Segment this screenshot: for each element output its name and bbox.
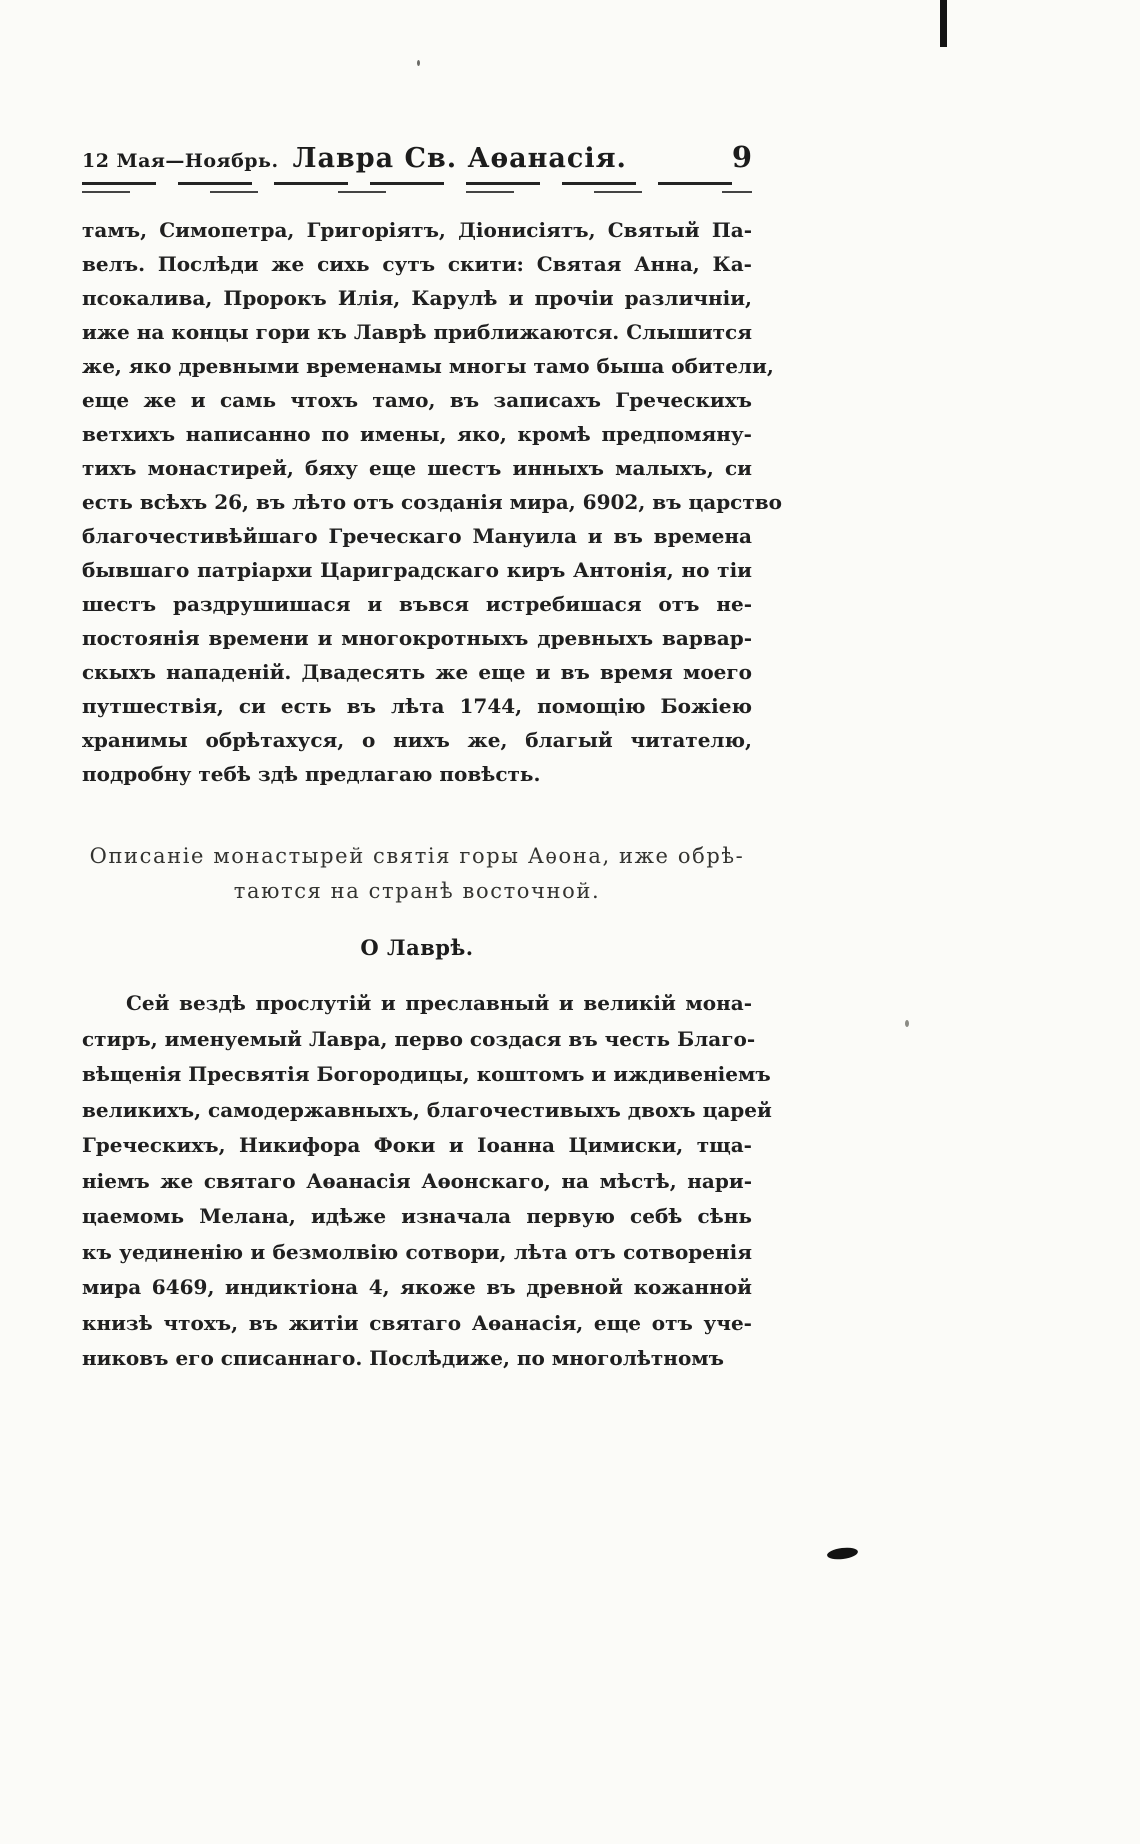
text-line: вѣщенія Пресвятія Богородицы, коштомъ и иждивеніемъ bbox=[82, 1062, 771, 1086]
header-divider-line-1 bbox=[82, 182, 752, 185]
text-line: путшествія, си есть въ лѣта 1744, помощію Божіею bbox=[82, 694, 752, 718]
text-line: бывшаго патріархи Цариградскаго киръ Антонія, но тіи bbox=[82, 558, 752, 582]
text-line: постоянія времени и многокротныхъ древныхъ варвар- bbox=[82, 626, 752, 650]
text-line: шестъ раздрушишася и въвся истребишася отъ не- bbox=[82, 592, 752, 616]
text-line: же, яко древными временамы многы тамо быша обители, bbox=[82, 354, 774, 378]
text-line: стиръ, именуемый Лавра, перво создася въ честь Благо- bbox=[82, 1026, 756, 1051]
running-header-title: Лавра Св. Аѳанасія. bbox=[292, 143, 627, 174]
text-line: хранимы обрѣтахуся, о нихъ же, благый читателю, bbox=[82, 728, 752, 752]
text-line: иже на концы гори къ Лаврѣ приближаются. Слышится bbox=[82, 320, 752, 344]
running-header bbox=[82, 140, 752, 174]
text-line: велъ. Послѣди же сихь сутъ скити: Святая Анна, Ка- bbox=[82, 252, 752, 276]
text-line: Греческихъ, Никифора Фоки и Іоанна Цимиски, тща- bbox=[82, 1133, 752, 1157]
header-divider-line-2 bbox=[82, 191, 752, 193]
scan-artifact-bar bbox=[940, 0, 947, 47]
text-line: мира 6469, индиктіона 4, якоже въ древной кожанной bbox=[82, 1275, 752, 1299]
body-paragraph-1 bbox=[82, 213, 782, 791]
running-header-date-range: 12 Мая—Ноябрь. bbox=[82, 150, 279, 172]
text-line: Сей вездѣ прослутій и преславный и великій мона- bbox=[126, 991, 752, 1015]
scan-artifact-dot bbox=[417, 60, 420, 66]
text-line: таются на странѣ восточной. bbox=[233, 879, 601, 903]
book-page bbox=[82, 140, 782, 1377]
text-line: Описаніе монастырей святія горы Аѳона, иже обрѣ- bbox=[89, 844, 745, 868]
text-line: скыхъ нападеній. Двадесять же еще и въ время моего bbox=[82, 660, 752, 684]
page-number: 9 bbox=[731, 140, 752, 174]
ink-smudge bbox=[826, 1546, 858, 1561]
text-line: ветхихъ написанно по имены, яко, кромѣ предпомяну- bbox=[82, 422, 752, 446]
text-line: подробну тебѣ здѣ предлагаю повѣсть. bbox=[82, 762, 541, 786]
text-line: цаемомь Мелана, идѣже изначала первую себѣ сѣнь bbox=[82, 1204, 752, 1228]
text-line: есть всѣхъ 26, въ лѣто отъ созданія мира, 6902, въ царство bbox=[82, 490, 782, 514]
text-line: благочестивѣйшаго Греческаго Мануила и въ времена bbox=[82, 524, 752, 548]
text-line: тамъ, Симопетра, Григоріятъ, Діонисіятъ, Святый Па- bbox=[82, 218, 752, 242]
text-line: еще же и самь чтохъ тамо, въ записахъ Греческихъ bbox=[82, 388, 752, 412]
header-divider bbox=[82, 182, 752, 193]
text-line: книзѣ чтохъ, въ житіи святаго Аѳанасія, еще отъ уче- bbox=[82, 1310, 752, 1335]
text-line: къ уединенію и безмолвію сотвори, лѣта отъ сотворенія bbox=[82, 1239, 752, 1264]
text-line: никовъ его списаннаго. Послѣдиже, по многолѣтномъ bbox=[82, 1346, 725, 1370]
text-line: ніемъ же святаго Аѳанасія Аѳонскаго, на мѣстѣ, нари- bbox=[82, 1168, 752, 1193]
body-paragraph-2 bbox=[82, 986, 772, 1377]
chapter-subheading: О Лаврѣ. bbox=[360, 935, 474, 960]
text-line: тихъ монастирей, бяху еще шестъ инныхъ малыхъ, си bbox=[82, 456, 752, 480]
text-line: великихъ, самодержавныхъ, благочестивыхъ двохъ царей bbox=[82, 1097, 772, 1122]
scan-artifact-speck bbox=[905, 1020, 909, 1027]
section-heading bbox=[82, 839, 752, 909]
text-line: псокалива, Пророкъ Илія, Карулѣ и прочіи различніи, bbox=[82, 286, 752, 310]
